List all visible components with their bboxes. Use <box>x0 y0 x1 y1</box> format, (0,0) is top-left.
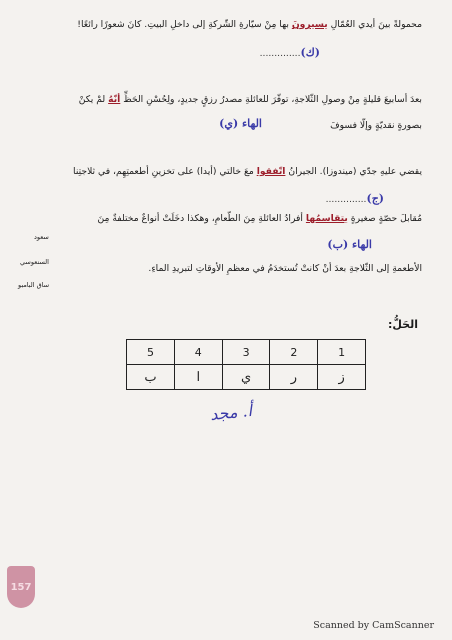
table-answer-row <box>127 365 366 390</box>
teacher-signature: أ. مجد <box>209 400 253 425</box>
table-header-row <box>127 340 366 365</box>
paragraph-2-line-2 <box>330 119 422 133</box>
handwritten-answer: (ج) <box>366 192 384 205</box>
paragraph-4-answer <box>327 238 372 253</box>
paragraph-text: مُقابلَ حصّةٍ صغيرةٍ <box>347 213 422 224</box>
paragraph-text: أفرادُ العائلةِ مِنَ الطّعامِ، وهكذا دخَلَتْ أنواعٌ مختلفةٌ مِنَ <box>97 213 306 224</box>
table-header-cell: 2 <box>270 340 318 365</box>
table-header-cell: 3 <box>222 340 270 365</box>
paragraph-text: يقضي عليهِ جدّي (ميندوزا). الجيرانُ <box>285 166 422 177</box>
side-note: سعود <box>34 233 49 241</box>
highlighted-word: يسيرونَ <box>291 19 328 30</box>
table-answer-cell: ز <box>318 365 366 390</box>
paragraph-4-line-2 <box>148 262 422 276</box>
page-number-badge: 157 <box>7 566 35 608</box>
solution-label: الحَلُّ: <box>387 318 418 331</box>
scanner-watermark: Scanned by CamScanner <box>313 620 434 631</box>
handwritten-answer: الهاء (ب) <box>327 238 372 251</box>
table-header-cell: 1 <box>318 340 366 365</box>
paragraph-text: بها مِنْ سيّارةِ الشّركةِ إلى داخلِ البيتِ. كانَ شعورًا رائعًا! <box>77 19 292 30</box>
paragraph-text: بعدَ أسابيعَ قليلةٍ مِنْ وصولِ الثّلاجةِ، توفّرَ للعائلةِ مصدرُ رزقٍ جديدٍ، ولِحُسْنِ الحَظِّ <box>120 94 422 105</box>
table-answer-cell: ب <box>127 365 175 390</box>
handwritten-answer: (ك) <box>300 46 320 59</box>
table-header-cell: 4 <box>174 340 222 365</box>
paragraph-2-answer <box>219 117 262 132</box>
highlighted-word: اتّفقوا <box>256 166 286 177</box>
table-answer-cell: ر <box>270 365 318 390</box>
highlighted-word: أنّهُ <box>108 94 121 105</box>
paragraph-4-line-1 <box>98 212 422 226</box>
paragraph-text: بصورةٍ نقديّةٍ وإلّا فسوفَ <box>330 120 422 131</box>
paragraph-1-line <box>77 18 422 32</box>
answer-dots: .............. <box>259 48 301 59</box>
answer-table <box>126 339 366 390</box>
handwritten-answer: الهاء (ي) <box>219 117 262 130</box>
paragraph-text: الأطعمةِ إلى الثّلاجةِ بعدَ أنْ كانتْ تُستخدَمُ في معظمِ الأوقاتِ لتبريدِ الماءِ. <box>148 263 422 274</box>
highlighted-word: يتقاسمُها <box>305 213 348 224</box>
paragraph-1-answer <box>260 46 320 61</box>
table-answer-cell: ي <box>222 365 270 390</box>
paragraph-text: محمولةً بينَ أيدي العُمّالِ <box>327 19 422 30</box>
paragraph-text: لمْ يكنْ <box>78 94 109 105</box>
paragraph-3-answer <box>326 192 384 207</box>
side-note: ساق البامبو <box>18 281 50 289</box>
paragraph-3-line <box>73 165 422 179</box>
table-answer-cell: ا <box>174 365 222 390</box>
paragraph-2-line-1 <box>79 93 422 107</box>
table-header-cell: 5 <box>127 340 175 365</box>
answer-dots: .............. <box>325 194 367 205</box>
paragraph-text: معَ خالتي (أيدا) على تخزينِ أطعمتِهِم، في ثلاجتِنا <box>73 166 257 177</box>
side-note: السنعوسي <box>20 258 49 266</box>
